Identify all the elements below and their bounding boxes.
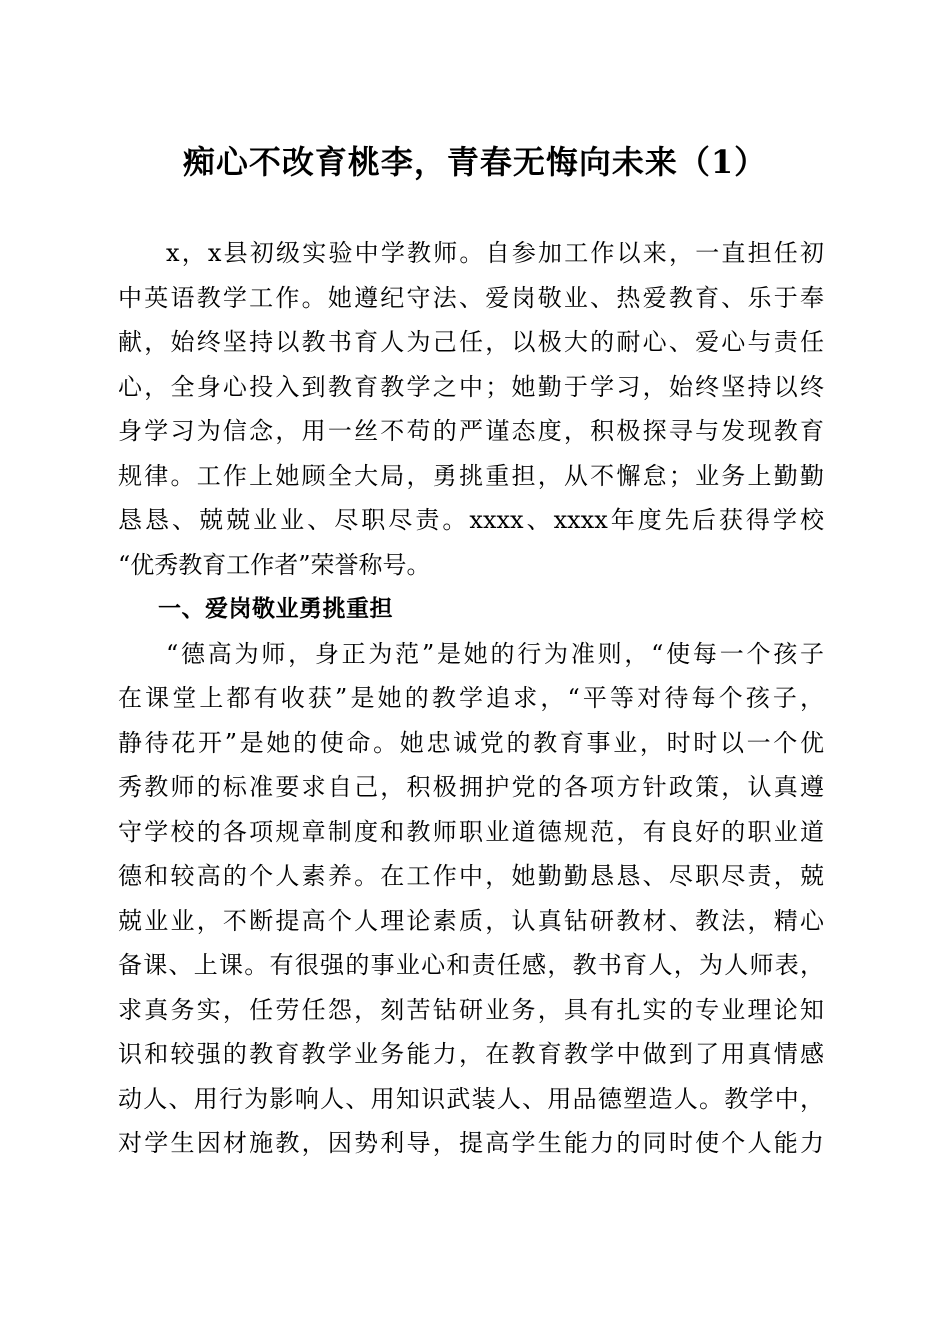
section-line-4: 秀教师的标准要求自己，积极拥护党的各项方针政策，认真遵: [118, 773, 824, 801]
section-line-12: 对学生因材施教，因势利导，提高学生能力的同时使个人能力: [118, 1129, 824, 1157]
section-line-11: 动人、用行为影响人、用知识武装人、用品德塑造人。教学中，: [118, 1085, 824, 1113]
section-line-8: 备课、上课。有很强的事业心和责任感，教书育人，为人师表，: [118, 951, 824, 979]
intro-line-3: 献，始终坚持以教书育人为己任，以极大的耐心、爱心与责任: [118, 328, 824, 356]
intro-line-5: 身学习为信念，用一丝不苟的严谨态度，积极探寻与发现教育: [118, 417, 824, 445]
section-line-3: 静待花开”是她的使命。她忠诚党的教育事业，时时以一个优: [118, 729, 824, 757]
intro-line-6: 规律。工作上她顾全大局，勇挑重担，从不懈怠；业务上勤勤: [118, 462, 824, 490]
section-heading: 一、爱岗敬业勇挑重担: [158, 596, 393, 622]
section-line-9: 求真务实，任劳任怨，刻苦钻研业务，具有扎实的专业理论知: [118, 996, 824, 1024]
section-line-10: 识和较强的教育教学业务能力，在教育教学中做到了用真情感: [118, 1040, 824, 1068]
intro-line-7: 恳恳、兢兢业业、尽职尽责。xxxx、xxxx年度先后获得学校: [118, 506, 824, 534]
section-line-5: 守学校的各项规章制度和教师职业道德规范，有良好的职业道: [118, 818, 824, 846]
intro-line-8: “优秀教育工作者”荣誉称号。: [118, 551, 431, 579]
section-line-1: “德高为师，身正为范”是她的行为准则，“使每一个孩子: [166, 640, 824, 668]
document-title: 痴心不改育桃李，青春无悔向未来（1）: [182, 143, 768, 181]
section-line-7: 兢业业，不断提高个人理论素质，认真钻研教材、教法，精心: [118, 907, 824, 935]
section-line-2: 在课堂上都有收获”是她的教学追求，“平等对待每个孩子，: [118, 684, 824, 712]
intro-line-4: 心，全身心投入到教育教学之中；她勤于学习，始终坚持以终: [118, 373, 824, 401]
intro-line-2: 中英语教学工作。她遵纪守法、爱岗敬业、热爱教育、乐于奉: [118, 284, 824, 312]
intro-line-1: x，x县初级实验中学教师。自参加工作以来，一直担任初: [166, 239, 824, 267]
section-line-6: 德和较高的个人素养。在工作中，她勤勤恳恳、尽职尽责，兢: [118, 862, 824, 890]
